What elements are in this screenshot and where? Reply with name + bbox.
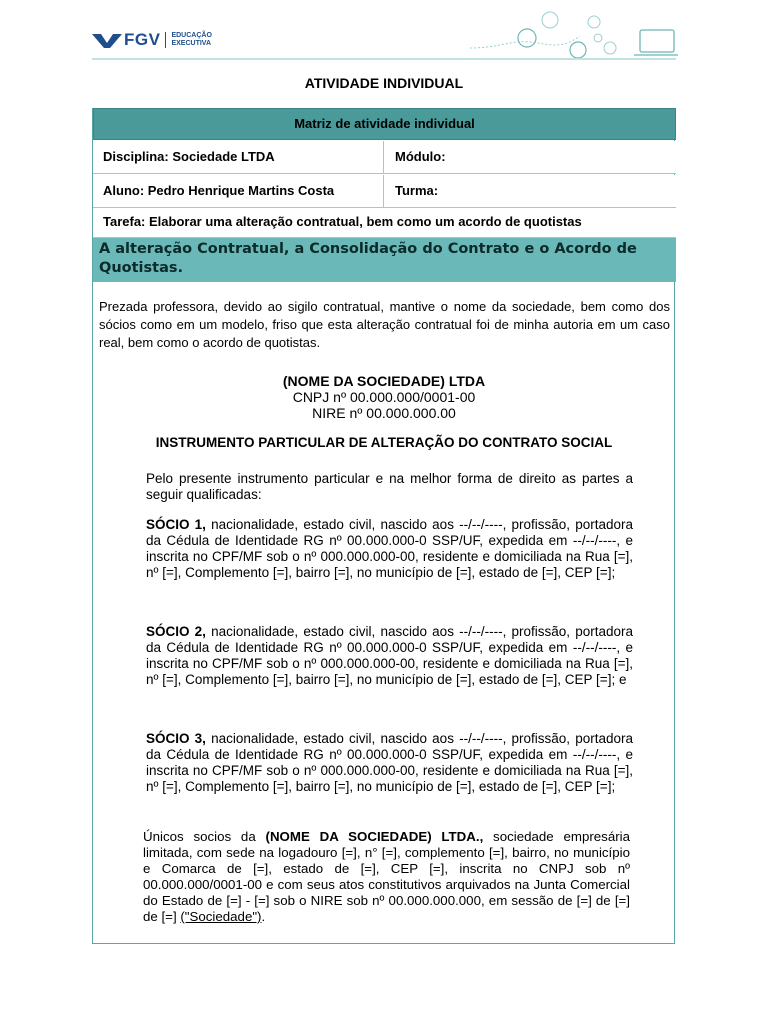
socio-2-label: SÓCIO 2, [146, 624, 206, 639]
company-cnpj: CNPJ nº 00.000.000/0001-00 [292, 389, 476, 405]
logo-separator [165, 32, 166, 48]
socio-3-text: nacionalidade, estado civil, nascido aos --/--/----, profissão, portadora da Cédula de Identidade RG nº 00.000.000-0 SSP/UF, expedida em --/--/----, e inscrita no CPF/MF sob o nº 000.000.000-00, residente e domiciliada na Rua [=], nº [=], Complemento [=], bairro [=], no município de [=], estado de [=], CEP [=]; [146, 731, 633, 794]
unicos-company: (NOME DA SOCIEDADE) LTDA., [265, 829, 484, 844]
turma-cell: Turma: [395, 183, 439, 198]
table-row-disciplina [93, 141, 676, 174]
socio-3-label: SÓCIO 3, [146, 731, 206, 746]
disciplina-cell: Disciplina: Sociedade LTDA [93, 141, 384, 173]
intro-text: Prezada professora, devido ao sigilo contratual, mantive o nome da sociedade, bem como dos sócios como em um modelo, friso que esta alteração contratual foi de minha autoria em um caso real, bem como o acordo de quotistas. [99, 299, 670, 350]
unicos-middle: sociedade empresária limitada, com sede na logadouro [=], n° [=], complemento [=], bairro, no município e Comarca de [=], estado de [=], CEP [=], inscrita no CNPJ sob nº 00.000.000/0001-00 e com seus atos constitutivos arquivados na Junta Comercial do Estado de [=] - [=] sob o NIRE sob nº 00.000.000.000, em sessão de [=] de [=] de [=] [143, 829, 630, 924]
logo-text: FGV [124, 30, 161, 49]
fgv-chevron-icon [92, 30, 122, 50]
company-block [0, 373, 768, 421]
tarefa-cell: Tarefa: Elaborar uma alteração contratual, bem como um acordo de quotistas [93, 208, 676, 238]
document-title: ATIVIDADE INDIVIDUAL [304, 75, 464, 91]
header-decoration-icons [470, 0, 680, 62]
page-header [0, 0, 768, 62]
laptop-icon [640, 30, 674, 52]
matrix-heading: Matriz de atividade individual [93, 108, 676, 140]
unicos-paragraph [143, 829, 630, 925]
unicos-sociedade: ("Sociedade") [180, 909, 262, 924]
apple-icon [518, 29, 536, 47]
socio-2-text: nacionalidade, estado civil, nascido aos --/--/----, profissão, portadora da Cédula de Identidade RG nº 00.000.000-0 SSP/UF, expedida em --/--/----, e inscrita no CPF/MF sob o nº 000.000.000-00, residente e domiciliada na Rua [=], nº [=], Complemento [=], bairro [=], no município de [=], estado de [=], CEP [=]; e [146, 624, 633, 687]
fgv-logo [92, 30, 212, 50]
table-row-aluno [93, 175, 676, 208]
section-heading: A alteração Contratual, a Consolidação do Contrato e o Acordo de Quotistas. [93, 238, 676, 282]
company-name: (NOME DA SOCIEDADE) LTDA [282, 373, 486, 389]
intro-paragraph [99, 298, 670, 352]
logo-subtitle [171, 32, 211, 48]
lightbulb-icon [570, 42, 586, 58]
socio-1-label: SÓCIO 1, [146, 517, 206, 532]
socio-3-paragraph [146, 731, 633, 795]
socio-1-paragraph [146, 517, 633, 581]
pelo-paragraph: Pelo presente instrumento particular e na melhor forma de direito as partes a seguir qualificadas: [146, 471, 633, 502]
company-nire: NIRE nº 00.000.000.00 [312, 405, 456, 421]
logo-sub-line2: EXECUTIVA [171, 40, 211, 47]
modulo-cell: Módulo: [395, 149, 446, 164]
header-rule [92, 58, 676, 60]
aluno-cell: Aluno: Pedro Henrique Martins Costa [93, 175, 384, 207]
socio-1-text: nacionalidade, estado civil, nascido aos --/--/----, profissão, portadora da Cédula de Identidade RG nº 00.000.000-0 SSP/UF, expedida em --/--/----, e inscrita no CPF/MF sob o nº 000.000.000-00, residente e domiciliada na Rua [=], nº [=], Complemento [=], bairro [=], no município de [=], estado de [=], CEP [=]; [146, 517, 633, 580]
unicos-prefix: Únicos socios da [143, 829, 266, 844]
unicos-suffix: . [261, 909, 266, 924]
logo-sub-line1: EDUCAÇÃO [171, 32, 212, 39]
socio-2-paragraph [146, 624, 633, 688]
instrument-title: INSTRUMENTO PARTICULAR DE ALTERAÇÃO DO CONTRATO SOCIAL [155, 435, 613, 450]
